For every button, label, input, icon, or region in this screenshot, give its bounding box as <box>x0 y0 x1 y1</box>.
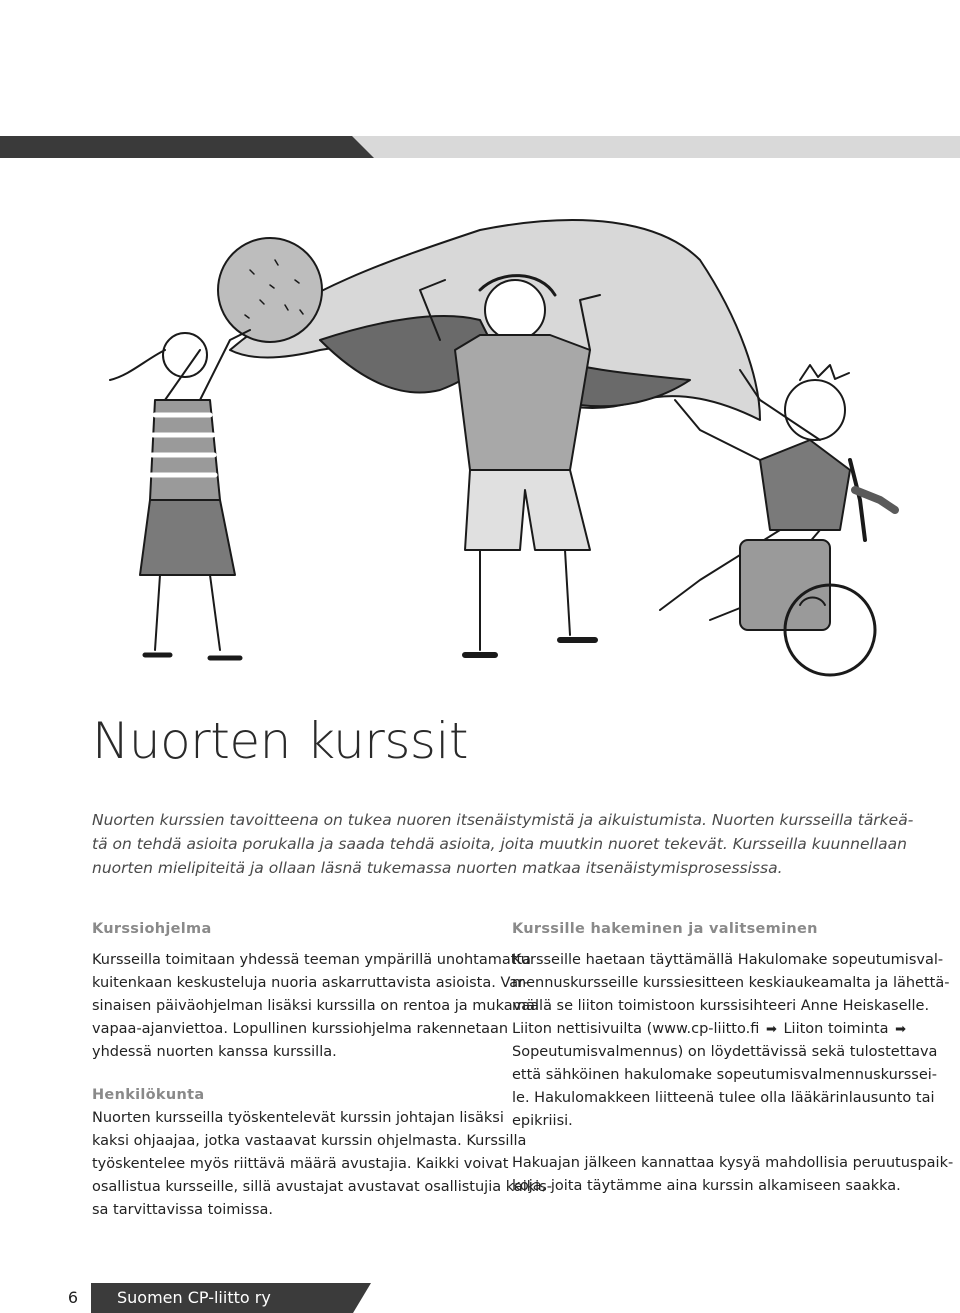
intro-line: Nuorten kurssien tavoitteena on tukea nuoren itsenäistymistä ja aikuistumista. Nuorten kursseilla tärkeä- <box>92 811 914 829</box>
program-paragraph <box>92 949 539 1064</box>
text-line: kaksi ohjaajaa, jotka vastaavat kurssin ohjelmasta. Kurssilla <box>92 1133 527 1149</box>
top-decorative-band <box>0 136 960 158</box>
text-line: mällä se liiton toimistoon kurssisihteeri Anne Heiskaselle. <box>512 998 930 1014</box>
text-line: le. Hakulomakkeen liitteenä tulee olla lääkärinlausunto tai <box>512 1090 935 1106</box>
heading-hakeminen: Kurssille hakeminen ja valitseminen <box>512 921 818 937</box>
text-line: työskentelee myös riittävä määrä avustajia. Kaikki voivat <box>92 1156 509 1172</box>
text-line: sinaisen päiväohjelman lisäksi kurssilla on rentoa ja mukavaa <box>92 998 539 1014</box>
text-line: mennuskursseille kurssiesitteen keskiaukeamalta ja lähettä- <box>512 975 950 991</box>
text-line <box>512 1018 912 1041</box>
text-line: sa tarvittavissa toimissa. <box>92 1202 274 1218</box>
intro-line: nuorten mielipiteitä ja ollaan läsnä tukemassa nuorten matkaa itsenäistymisprosessissa. <box>92 859 783 877</box>
arrow-right-icon: ➡ <box>765 1022 777 1037</box>
intro-line: tä on tehdä asioita porukalla ja saada tehdä asioita, joita muutkin nuoret tekevät. Kursseilla kuunnellaan <box>92 835 907 853</box>
page-number: 6 <box>67 1288 79 1307</box>
heading-henkilokunta: Henkilökunta <box>92 1087 205 1103</box>
text-line: Hakuajan jälkeen kannattaa kysyä mahdollisia peruutuspaik- <box>512 1155 954 1171</box>
website-text: Liiton nettisivuilta (www.cp-liitto.fi <box>512 1021 760 1037</box>
text-line: että sähköinen hakulomake sopeutumisvalmennuskurssei- <box>512 1067 938 1083</box>
menu-path-text: Liiton toiminta <box>783 1021 889 1037</box>
text-line: yhdessä nuorten kanssa kurssilla. <box>92 1044 337 1060</box>
text-line: Kursseilla toimitaan yhdessä teeman ympärillä unohtamatta <box>92 952 531 968</box>
page-title: Nuorten kurssit <box>92 712 468 770</box>
text-line: epikriisi. <box>512 1113 573 1129</box>
intro-paragraph <box>92 808 914 880</box>
text-line: Nuorten kursseilla työskentelevät kurssin johtajan lisäksi <box>92 1110 504 1126</box>
cancellation-paragraph <box>512 1152 954 1198</box>
application-paragraph <box>512 949 950 1133</box>
right-column <box>512 918 954 1198</box>
page-footer <box>55 1283 905 1313</box>
text-line: osallistua kursseille, sillä avustajat avustavat osallistujia kaikis- <box>92 1179 552 1195</box>
kids-playing-illustration <box>60 200 900 680</box>
arrow-right-icon: ➡ <box>895 1022 906 1037</box>
text-line: kuitenkaan keskusteluja nuoria askarruttavista asioista. Var- <box>92 975 529 991</box>
text-line: vapaa-ajanviettoa. Lopullinen kurssiohjelma rakennetaan <box>92 1021 509 1037</box>
heading-kurssiohjelma: Kurssiohjelma <box>92 921 212 937</box>
text-line: Kursseille haetaan täyttämällä Hakulomake sopeutumisval- <box>512 952 944 968</box>
text-line: Sopeutumisvalmennus) on löydettävissä sekä tulostettava <box>512 1044 938 1060</box>
text-line: koja, joita täytämme aina kurssin alkamiseen saakka. <box>512 1178 901 1194</box>
publisher-name: Suomen CP-liitto ry <box>117 1288 271 1307</box>
